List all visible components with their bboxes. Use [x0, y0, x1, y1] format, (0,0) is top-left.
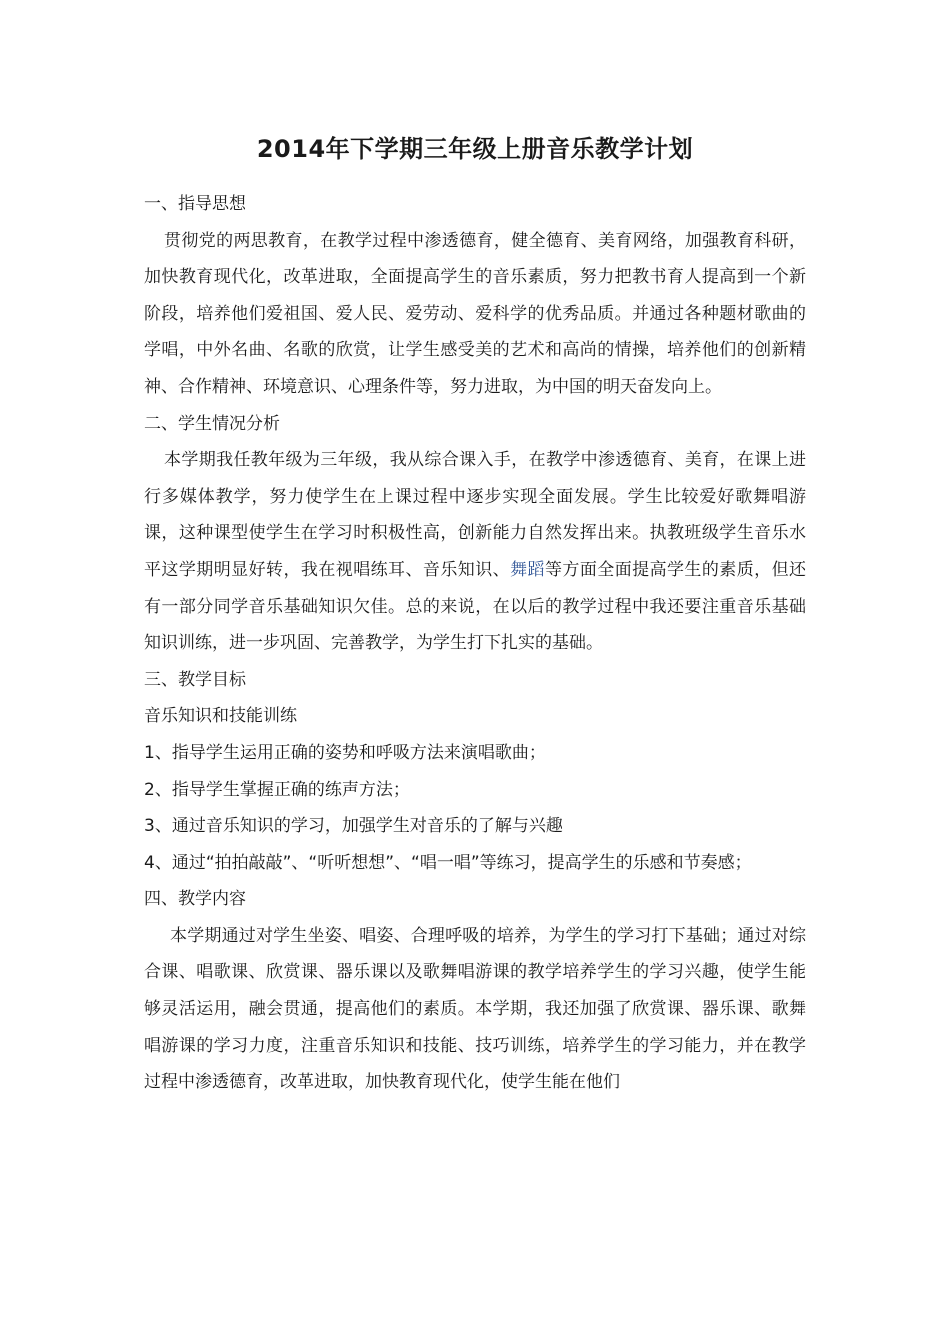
goal-item: 1、指导学生运用正确的姿势和呼吸方法来演唱歌曲；	[144, 742, 546, 763]
goal-item: 4、通过“拍拍敲敲”、“听听想想”、“唱一唱”等练习，提高学生的乐感和节奏感；	[144, 852, 752, 873]
section-heading-guiding-thought: 一、指导思想	[144, 194, 246, 214]
text-segment: 等方面全面提高学生的素质，但还有一部分同学音乐基础知识欠佳。总的来说，在以后的教学过程中我还要注重音乐基础知识训练，进一步巩固、完善教学，为学生打下扎实的基础。	[144, 559, 807, 654]
section-heading-teaching-content: 四、教学内容	[144, 889, 246, 910]
subheading-music-skills: 音乐知识和技能训练	[144, 706, 297, 727]
text-segment: 本学期我任教年级为三年级，我从综合课入手，在教学中渗透德育、美育，在课上进行多媒体教学，努力使学生在上课过程中逐步实现全面发展。学生比较爱好歌舞唱游课，这种课型使学生在学习时积极性高，创新能力自然发挥出来。执教班级学生音乐水平这学期明显好转，我在视唱练耳、音乐知识、	[144, 450, 806, 580]
goal-item: 3、通过音乐知识的学习，加强学生对音乐的了解与兴趣	[144, 816, 563, 837]
dance-link[interactable]: 舞蹈	[510, 559, 545, 580]
section-heading-student-analysis: 二、学生情况分析	[144, 413, 280, 434]
goal-item: 2、指导学生掌握正确的练声方法；	[144, 779, 410, 800]
document-body	[144, 186, 806, 1101]
paragraph-teaching-content: 本学期通过对学生坐姿、唱姿、合理呼吸的培养，为学生的学习打下基础；通过对综合课、唱歌课、欣赏课、器乐课以及歌舞唱游课的教学培养学生的学习兴趣，使学生能够灵活运用，融会贯通，提高他们的素质。本学期，我还加强了欣赏课、器乐课、歌舞唱游课的学习力度，注重音乐知识和技能、技巧训练，培养学生的学习能力，并在教学过程中渗透德育，改革进取，加快教育现代化，使学生能在他们	[144, 925, 806, 1093]
paragraph-guiding-thought: 贯彻党的两思教育，在教学过程中渗透德育，健全德育、美育网络，加强教育科研，加快教育现代化，改革进取，全面提高学生的音乐素质，努力把教书育人提高到一个新阶段，培养他们爱祖国、爱人民、爱劳动、爱科学的优秀品质。并通过各种题材歌曲的学唱，中外名曲、名歌的欣赏，让学生感受美的艺术和高尚的情操，培养他们的创新精神、合作精神、环境意识、心理条件等，努力进取，为中国的明天奋发向上。	[144, 230, 806, 397]
document-title: 2014年下学期三年级上册音乐教学计划	[256, 135, 694, 163]
section-heading-teaching-goals: 三、教学目标	[144, 669, 246, 690]
paragraph-student-analysis	[144, 442, 806, 662]
